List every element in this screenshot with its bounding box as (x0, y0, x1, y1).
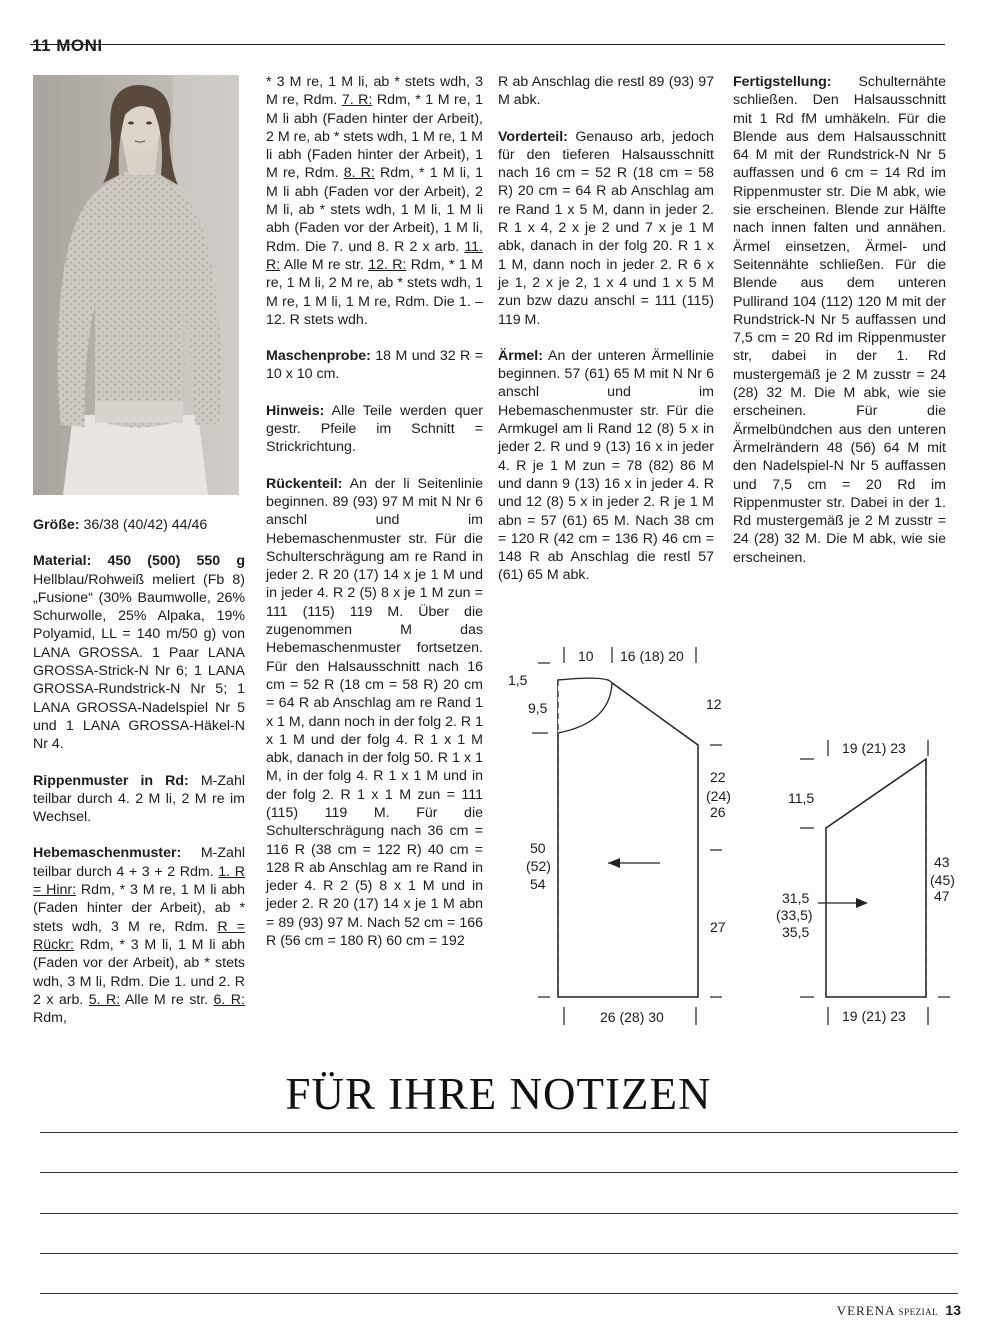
material-label: Material: 450 (500) 550 g (33, 553, 245, 570)
dim-bottom: 26 (28) 30 (600, 1009, 664, 1025)
magazine-edition: SPEZIAL (898, 1307, 939, 1317)
page-header-title: 11 MONI (32, 36, 103, 55)
note-line[interactable] (40, 1213, 958, 1214)
page-footer (837, 1302, 961, 1319)
sleeve-dim-bottom: 19 (21) 23 (842, 1008, 906, 1024)
back-continued (498, 73, 714, 110)
slip-stitch-continued (266, 73, 483, 329)
sleeve-paragraph (498, 347, 714, 585)
slip-stitch-text: Rdm, * 1 M li, 1 M li abh (Faden vor der Arbeit), 2 M li, ab * stets wdh, 1 M li, 1 M li abh (Faden vor der Arbeit), 1 M li, Rdm. Die 7. und 8. R 2 x arb. (266, 165, 483, 255)
notes-heading: FÜR IHRE NOTIZEN (285, 1069, 712, 1119)
sleeve-dim-left-1: 31,5 (782, 890, 810, 906)
text-column-3 (498, 73, 714, 603)
sleeve-knit-direction-arrow (856, 898, 868, 908)
sleeve-label: Ärmel: (498, 347, 543, 364)
back-text: An der li Seitenlinie beginnen. 89 (93) 97 M mit N Nr 6 anschl und im Hebemaschenmuster str. Für die Schulterschrägung am re Rand in jeder 2. R 20 (17) 14 x je 1 M und in jeder 4. R 2 (5) 8 x je 1 M zun = 111 (115) 119 M. Über die zugenommen M das Hebemaschenmuster fortsetzen. Für den Halsausschnitt nach 16 cm = 52 R (18 cm = 58 R) 20 cm = 64 R ab Anschlag am re Rand 1 x 1 M, dann noch in der folg 2. R 1 x 1 M und der folg 4. R 1 x 1 M abk, danach in der folg 50. R 1 x 1 M, in der folg 4. R 1 x 1 M und in der folg 2. R 1 x 1 M zun = 111 (115) 119 M. Für die Schulterschrägung nach 36 cm = 116 R (38 cm = 122 R) 40 cm = 128 R ab Anschlag am re Rand in jeder 4. R 2 (5) 8 x 1 M und in jeder 2. R 20 (17) 14 x je 1 M abn = 89 (93) 97 M. Nach 52 cm = 166 R (56 cm = 180 R) 60 cm = 192 (266, 475, 483, 950)
sleeve-dimension-ticks (800, 740, 950, 1025)
sleeve-text: An der unteren Ärmellinie beginnen. 57 (61) 65 M mit N Nr 6 anschl und im Hebemaschenmuster str. Für die Armkugel am li Rand 12 (8) 5 x in jeder 2. R und 9 (13) 16 x in jeder 4. R je 1 M zun = 78 (82) 86 M und dann 9 (13) 16 x in jeder 4. R und 12 (8) 5 x in jeder 2. R je 1 M abn = 57 (61) 65 M. Nach 38 cm = 120 R (42 cm = 136 R) 46 cm = 148 R ab Anschlag die restl 57 (61) 65 M abk. (498, 347, 714, 584)
row-2-label: R = Rückr: (33, 918, 245, 953)
back-label: Rückenteil: (266, 475, 343, 492)
note-text: Alle Teile werden quer gestr. Pfeile im Schnitt = Strickrichtung. (266, 402, 483, 456)
row-6-label: 6. R: (213, 991, 245, 1008)
dim-upper-right-3: 26 (710, 804, 726, 820)
material-text: Hellblau/Rohweiß meliert (Fb 8) „Fusione“ (30% Baumwolle, 26% Schurwolle, 25% Alpaka, 19% Polyamid, LL = 140 m/50 g) von LANA GROSSA. 1 Paar LANA GROSSA-Strick-N Nr 6; 1 LANA GROSSA-Rundstrick-N Nr 5; 1 LANA GROSSA-Nadelspiel Nr 5 und 1 LANA GROSSA-Häkel-N Nr 4. (33, 571, 245, 753)
slip-stitch-text: * 3 M re, 1 M li, ab * stets wdh, 3 M re, Rdm. (266, 74, 483, 109)
dim-upper-right-2: (24) (706, 788, 731, 804)
header-rule (30, 44, 945, 45)
note-line[interactable] (40, 1253, 958, 1254)
slip-stitch-text: Alle M re str. (120, 991, 214, 1008)
finishing-paragraph (733, 73, 946, 567)
slip-stitch-text: Rdm, * 3 M re, 1 M li abh (Faden hinter der Arbeit), ab * stets wdh, 3 M re, Rdm. (33, 882, 246, 935)
front-text: Genauso arb, jedoch für den tieferen Halsausschnitt nach 16 cm = 52 R (18 cm = 58 R) 20 cm = 64 R ab Anschlag am re Rand 1 x 5 M, dann in jeder 2. R 1 x 4, 2 x je 2 und 7 x je 1 M abk, danach in der folg 20. R 1 x 1 M, dann noch in jeder 2. R 6 x je 1, 2 x je 2, 1 x 4 und 1 x 5 M zun bzw dazu anschl = 111 (115) 119 M. (498, 128, 714, 328)
dim-upper-right-1: 22 (710, 769, 726, 785)
row-7-label: 7. R: (341, 92, 373, 109)
model-photo (33, 75, 239, 495)
sleeve-dim-right-2: (45) (930, 872, 955, 888)
dim-shoulder: 12 (706, 696, 722, 712)
sleeve-dim-right-1: 43 (934, 854, 950, 870)
note-label: Hinweis: (266, 402, 325, 419)
dim-neck-offset: 1,5 (508, 672, 528, 688)
dim-left-1: 50 (530, 840, 546, 856)
front-label: Vorderteil: (498, 128, 568, 145)
slip-stitch-text: Rdm, * 3 M li, 1 M li abh (Faden vor der Arbeit), ab * stets wdh, 3 M li, Rdm. Die 1. und 2. R 2 x arb. (33, 936, 245, 1008)
sleeve-dim-left-3: 35,5 (782, 924, 810, 940)
slip-stitch-paragraph (33, 844, 245, 1027)
note-line[interactable] (40, 1293, 958, 1294)
gauge-paragraph (266, 347, 483, 384)
dim-top-right: 16 (18) 20 (620, 648, 684, 664)
dim-left-2: (52) (526, 858, 551, 874)
sleeve-dim-right-3: 47 (934, 888, 950, 904)
slip-stitch-text: Rdm, * 1 M re, 1 M li abh (Faden hinter der Arbeit), 2 M re, ab * stets wdh, 1 M re, 1 M li abh (Faden hinter der Arbeit), 1 M re, Rdm. (266, 92, 483, 182)
page-number: 13 (945, 1302, 961, 1318)
dim-lower-right: 27 (710, 919, 726, 935)
sleeve-dim-left-top: 11,5 (788, 790, 815, 806)
slip-stitch-text: Rdm, (33, 1010, 67, 1027)
row-5-label: 5. R: (88, 991, 121, 1008)
back-paragraph (266, 475, 483, 951)
size-paragraph (33, 516, 245, 534)
row-1-label: 1. R = Hinr: (33, 863, 245, 899)
back-text-continued: R ab Anschlag die restl 89 (93) 97 M abk. (498, 74, 714, 109)
dim-neck-depth: 9,5 (528, 700, 548, 716)
sleeve-outline (826, 759, 926, 997)
neckline-curve (558, 678, 612, 733)
text-column-4 (733, 73, 946, 585)
note-line[interactable] (40, 1132, 958, 1133)
dim-top-left: 10 (578, 648, 594, 664)
slip-stitch-text: M-Zahl teilbar durch 4 + 3 + 2 Rdm. (33, 845, 245, 880)
text-column-2 (266, 73, 483, 968)
magazine-brand: VERENA (836, 1303, 896, 1318)
row-11-label: 11. R: (266, 238, 483, 273)
row-8-label: 8. R: (343, 165, 375, 182)
size-label: Größe: (33, 517, 80, 533)
front-paragraph (498, 128, 714, 329)
dim-left-3: 54 (530, 876, 546, 892)
size-text: 36/38 (40/42) 44/46 (79, 517, 208, 533)
sleeve-dim-top: 19 (21) 23 (842, 740, 906, 756)
knit-direction-arrow (608, 858, 620, 868)
pattern-schematic (500, 635, 955, 1030)
gauge-label: Maschenprobe: (266, 348, 371, 365)
slip-stitch-text: Alle M re str. (280, 256, 369, 273)
rib-pattern-paragraph (33, 772, 245, 827)
finishing-text: Schulternähte schließen. Den Halsausschnitt mit 1 Rd fM umhäkeln. Für die Blende aus dem Halsausschnitt 64 M mit der Rundstrick-N Nr 5 auffassen und 6 cm = 14 Rd im Rippenmuster str. Die M abk, wie sie erscheinen. Blende zur Hälfte nach innen falten und annähen. Ärmel einsetzen, Ärmel- und Seitennähte schließen. Für die Blende aus dem unteren Pullirand 104 (112) 120 M mit der Rundstrick-N Nr 5 auffassen und 7,5 cm = 20 Rd im Rippenmuster str, dabei in der 1. Rd mustergemäß je 2 M zusstr = 24 (28) 32 M. Die M abk, wie sie erscheinen. Für die Ärmelbündchen aus den unteren Ärmelrändern 48 (56) 64 M mit den Nadelspiel-N Nr 5 auffassen und 7,5 cm = 20 Rd im Rippenmuster str. Dabei in der 1. Rd mustergemäß je 2 M zusstr = 24 (28) 32 M. Die M abk, wie sie erscheinen. (733, 74, 946, 566)
note-line[interactable] (40, 1172, 958, 1173)
gauge-text: 18 M und 32 R = 10 x 10 cm. (266, 348, 483, 383)
note-paragraph (266, 402, 483, 457)
rib-pattern-label: Rippenmuster in Rd: (33, 772, 189, 789)
rib-pattern-text: M-Zahl teilbar durch 4. 2 M li, 2 M re im Wechsel. (33, 772, 245, 826)
slip-stitch-label: Hebemaschenmuster: (33, 845, 182, 862)
sleeve-dim-left-2: (33,5) (776, 907, 813, 923)
row-12-label: 12. R: (368, 256, 407, 273)
slip-stitch-text: Rdm, * 1 M re, 1 M li, 2 M re, ab * stets wdh, 1 M re, 1 M li, 1 M re, Rdm. Die 1. – 12. R stets wdh. (266, 256, 483, 328)
text-column-1 (33, 516, 245, 1045)
material-paragraph (33, 552, 245, 753)
finishing-label: Fertigstellung: (733, 74, 832, 90)
